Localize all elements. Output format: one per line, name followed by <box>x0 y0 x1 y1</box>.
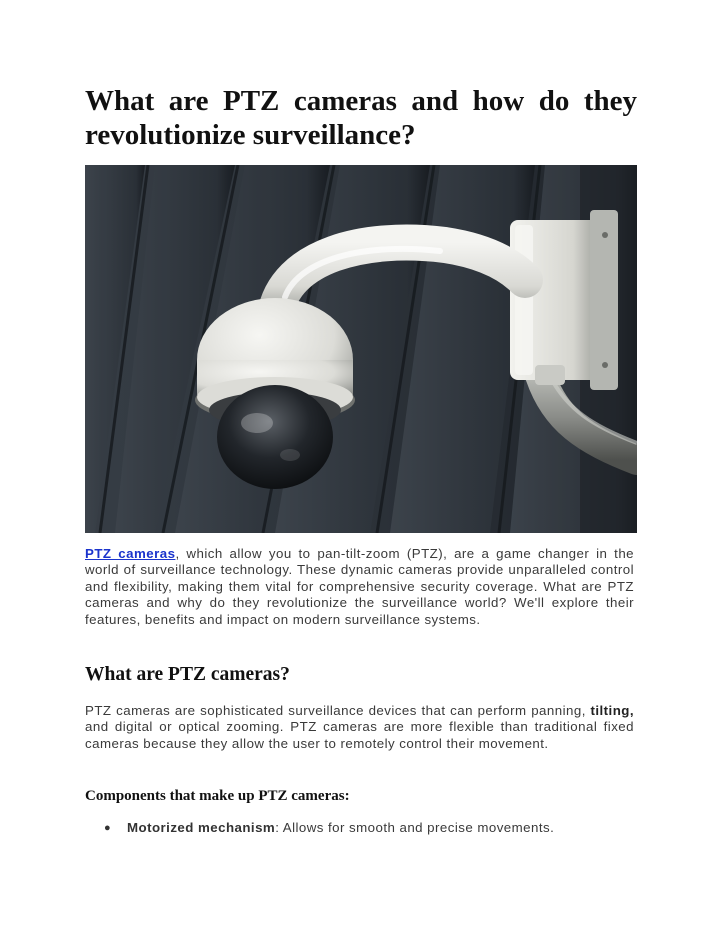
list-item <box>85 820 637 836</box>
section-bold-text: tilting, <box>590 703 634 718</box>
article-title: What are PTZ cameras and how do they revolutionize surveillance? <box>85 85 637 151</box>
ptz-camera-photo <box>85 165 637 533</box>
list-item-text: : Allows for smooth and precise movements. <box>275 820 555 835</box>
bullet-icon: ● <box>104 822 112 834</box>
list-item-term: Motorized mechanism <box>127 820 276 835</box>
section-heading-what-are-ptz: What are PTZ cameras? <box>85 664 290 685</box>
section-text-after: and digital or optical zooming. PTZ cameras are more flexible than traditional fixed cameras because they allow the user to remotely control their movement. <box>85 719 634 751</box>
intro-paragraph <box>85 546 634 628</box>
intro-text: , which allow you to pan-tilt-zoom (PTZ), are a game changer in the world of surveillance technology. These dynamic cameras provide unparalleled control and flexibility, making them vital for comprehensive security coverage. What are PTZ cameras and why do they revolutionize the surveillance world? We'll explore their features, benefits and impact on modern surveillance systems. <box>85 546 635 627</box>
ptz-cameras-link[interactable]: PTZ cameras <box>85 546 176 561</box>
section-text-before: PTZ cameras are sophisticated surveillance devices that can perform panning, <box>85 703 591 718</box>
components-list <box>85 820 637 836</box>
section-paragraph <box>85 703 634 752</box>
components-heading: Components that make up PTZ cameras: <box>85 788 350 804</box>
